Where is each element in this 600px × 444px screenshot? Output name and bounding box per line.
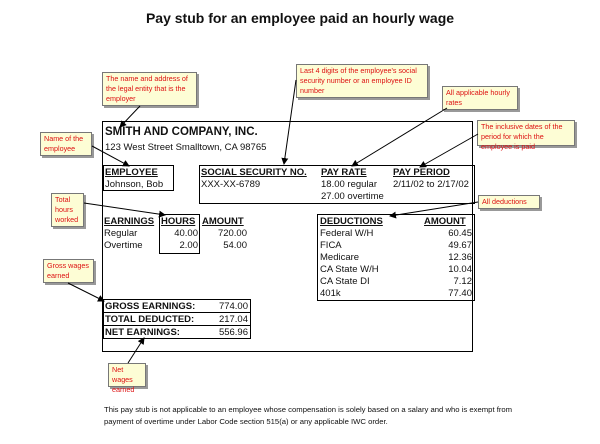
note-inclusive-dates: The inclusive dates of the period for which the employee is paid <box>477 120 575 146</box>
earnings-header: EARNINGS <box>104 216 155 227</box>
earnings-row-hours: 40.00 <box>174 228 198 239</box>
deduction-label: 401k <box>320 288 341 299</box>
note-ssn: Last 4 digits of the employee's social security number or an employee ID number <box>296 64 428 98</box>
ssn-value: XXX-XX-6789 <box>201 179 261 190</box>
earnings-row-amount: 720.00 <box>217 228 247 239</box>
earnings-amount-header: AMOUNT <box>202 216 244 227</box>
note-gross-wages: Gross wages earned <box>43 259 94 283</box>
arrow-net-wages <box>128 338 144 363</box>
total-deducted-value: 217.04 <box>218 314 248 325</box>
earnings-row-label: Overtime <box>104 240 143 251</box>
deduction-amount: 12.36 <box>448 252 472 263</box>
company-name: SMITH AND COMPANY, INC. <box>105 126 258 138</box>
pay-period-value: 2/11/02 to 2/17/02 <box>393 179 469 190</box>
pay-rate-header: PAY RATE <box>321 167 367 178</box>
arrow-total-hours <box>84 203 165 215</box>
note-hourly-rates: All applicable hourly rates <box>442 86 518 110</box>
company-address: 123 West Street Smalltown, CA 98765 <box>105 142 267 153</box>
arrow-all-deductions <box>390 202 478 216</box>
deduction-label: Medicare <box>320 252 360 263</box>
deduction-amount: 10.04 <box>448 264 472 275</box>
ssn-header: SOCIAL SECURITY NO. <box>201 167 307 178</box>
deduction-label: CA State DI <box>320 276 370 287</box>
net-earnings-value: 556.96 <box>218 327 248 338</box>
arrow-dates <box>420 134 478 167</box>
deduction-amount: 49.67 <box>448 240 472 251</box>
earnings-row-label: Regular <box>104 228 138 239</box>
deductions-amount-header: AMOUNT <box>424 216 466 227</box>
deduction-amount: 60.45 <box>448 228 472 239</box>
pay-rate-overtime: 27.00 overtime <box>321 191 384 202</box>
note-total-hours: Total hours worked <box>51 193 84 227</box>
note-all-deductions: All deductions <box>478 195 540 209</box>
deduction-label: FICA <box>320 240 342 251</box>
footer-note: This pay stub is not applicable to an employee whose compensation is solely based on a salary and who is exempt from payment of overtime under Labor Code section 515(a) or any applicable IWC order. <box>104 405 513 426</box>
arrow-ssn <box>284 80 296 164</box>
hours-header: HOURS <box>161 216 196 227</box>
arrow-employee-name <box>92 146 129 166</box>
net-earnings-label: NET EARNINGS: <box>105 327 180 338</box>
arrow-gross-wages <box>68 283 104 301</box>
note-net-wages: Net wages earned <box>108 363 146 387</box>
note-employee-name: Name of the employee <box>40 132 92 156</box>
note-legal-entity: The name and address of the legal entity that is the employer <box>102 72 197 106</box>
arrow-legal-entity <box>120 106 140 127</box>
pay-period-header: PAY PERIOD <box>393 167 450 178</box>
page-title: Pay stub for an employee paid an hourly wage <box>145 10 455 26</box>
deduction-label: Federal W/H <box>320 228 374 239</box>
earnings-row-amount: 54.00 <box>223 240 247 251</box>
employee-name: Johnson, Bob <box>105 179 164 190</box>
earnings-row-hours: 2.00 <box>179 240 198 251</box>
pay-rate-regular: 18.00 regular <box>321 179 377 190</box>
employee-header: EMPLOYEE <box>105 167 158 178</box>
deductions-header: DEDUCTIONS <box>320 216 383 227</box>
deduction-label: CA State W/H <box>320 264 379 275</box>
deduction-amount: 77.40 <box>448 288 472 299</box>
total-deducted-label: TOTAL DEDUCTED: <box>105 314 195 325</box>
gross-earnings-value: 774.00 <box>218 301 248 312</box>
deduction-amount: 7.12 <box>453 276 472 287</box>
gross-earnings-label: GROSS EARNINGS: <box>105 301 196 312</box>
arrow-hourly-rates <box>352 108 447 166</box>
